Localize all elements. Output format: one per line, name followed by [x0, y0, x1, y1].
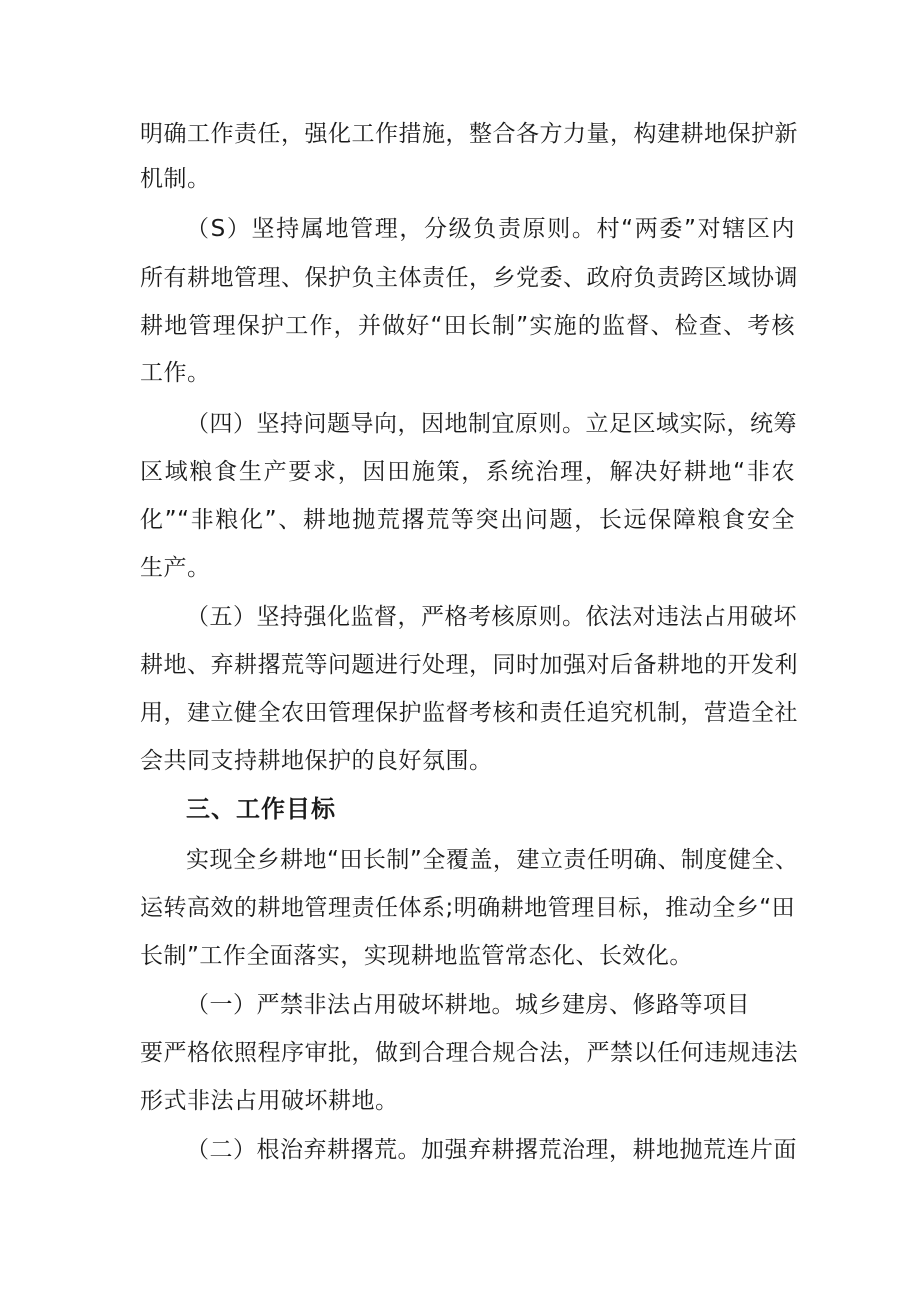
paragraph-line: 用，建立健全农田管理保护监督考核和责任追究机制，营造全社	[140, 700, 798, 726]
paragraph-line: （四）坚持问题导向，因地制宜原则。立足区域实际，统筹	[186, 411, 797, 437]
section-heading: 三、工作目标	[186, 795, 336, 823]
paragraph-line: 工作。	[140, 360, 211, 386]
paragraph-line: 耕地管理保护工作，并做好“田长制”实施的监督、检查、考核	[140, 313, 795, 339]
paragraph-line: 所有耕地管理、保护负主体责任，乡党委、政府负责跨区域协调	[140, 265, 798, 291]
paragraph-line: 明确工作责任，强化工作措施，整合各方力量，构建耕地保护新	[140, 121, 798, 147]
paragraph-line: 会共同支持耕地保护的良好氛围。	[140, 748, 493, 774]
paragraph-line: 实现全乡耕地“田长制”全覆盖，建立责任明确、制度健全、	[186, 847, 799, 873]
paragraph-line: 耕地、弃耕撂荒等问题进行处理，同时加强对后备耕地的开发利	[140, 652, 798, 678]
paragraph-line: 生产。	[140, 555, 211, 581]
paragraph-line: 机制。	[140, 166, 211, 192]
paragraph-line: 运转高效的耕地管理责任体系;明确耕地管理目标，推动全乡“田	[140, 895, 796, 921]
paragraph-line: 区域粮食生产要求，因田施策，系统治理，解决好耕地“非农	[140, 459, 795, 485]
paragraph-line: （五）坚持强化监督，严格考核原则。依法对违法占用破坏	[186, 604, 797, 630]
paragraph-line: 长制”工作全面落实，实现耕地监管常态化、长效化。	[140, 943, 693, 969]
paragraph-line: 要严格依照程序审批，做到合理合规合法，严禁以任何违规违法	[140, 1040, 798, 1066]
paragraph-line: （S）坚持属地管理，分级负责原则。村“两委”对辖区内	[186, 216, 795, 242]
paragraph-line: （一）严禁非法占用破坏耕地。城乡建房、修路等项目	[186, 992, 750, 1018]
paragraph-line: （二）根治弃耕撂荒。加强弃耕撂荒治理，耕地抛荒连片面	[186, 1137, 797, 1163]
paragraph-line: 化”“非粮化”、耕地抛荒撂荒等突出问题，长远保障粮食安全	[140, 507, 795, 533]
paragraph-line: 形式非法占用破坏耕地。	[140, 1088, 399, 1114]
